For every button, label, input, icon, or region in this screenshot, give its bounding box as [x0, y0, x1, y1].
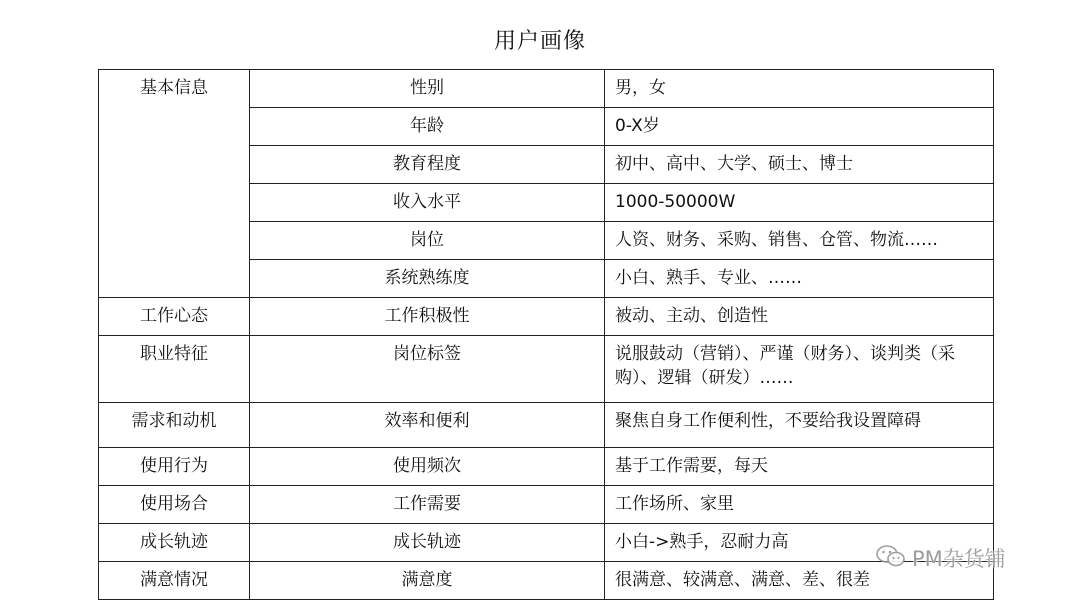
attribute-cell: 成长轨迹	[250, 524, 605, 562]
value-cell: 基于工作需要，每天	[605, 448, 994, 486]
value-cell: 0-X岁	[605, 108, 994, 146]
category-cell: 工作心态	[99, 298, 250, 336]
value-cell: 人资、财务、采购、销售、仓管、物流……	[605, 222, 994, 260]
attribute-cell: 使用频次	[250, 448, 605, 486]
category-cell: 职业特征	[99, 336, 250, 403]
page-title: 用户画像	[493, 29, 586, 54]
table-row	[99, 562, 994, 600]
value-cell: 1000-50000W	[605, 184, 994, 222]
table-row	[99, 486, 994, 524]
table-row	[99, 298, 994, 336]
attribute-cell: 性别	[250, 70, 605, 108]
category-cell: 成长轨迹	[99, 524, 250, 562]
value-cell: 很满意、较满意、满意、差、很差	[605, 562, 994, 600]
table-row	[99, 336, 994, 403]
attribute-cell: 工作积极性	[250, 298, 605, 336]
attribute-cell: 教育程度	[250, 146, 605, 184]
attribute-cell: 工作需要	[250, 486, 605, 524]
table-row	[99, 403, 994, 448]
attribute-cell: 收入水平	[250, 184, 605, 222]
category-cell: 使用行为	[99, 448, 250, 486]
value-cell: 初中、高中、大学、硕士、博士	[605, 146, 994, 184]
value-cell: 男，女	[605, 70, 994, 108]
attribute-cell: 岗位标签	[250, 336, 605, 403]
persona-table	[98, 69, 994, 600]
attribute-cell: 效率和便利	[250, 403, 605, 448]
category-cell: 需求和动机	[99, 403, 250, 448]
value-cell: 被动、主动、创造性	[605, 298, 994, 336]
category-cell: 使用场合	[99, 486, 250, 524]
watermark	[876, 541, 1006, 575]
value-cell: 说服鼓动（营销）、严谨（财务）、谈判类（采购）、逻辑（研发）……	[605, 336, 994, 403]
attribute-cell: 年龄	[250, 108, 605, 146]
table-row	[99, 524, 994, 562]
value-cell: 工作场所、家里	[605, 486, 994, 524]
table-row	[99, 448, 994, 486]
value-cell: 小白->熟手，忍耐力高	[605, 524, 994, 562]
category-cell: 满意情况	[99, 562, 250, 600]
attribute-cell: 满意度	[250, 562, 605, 600]
attribute-cell: 系统熟练度	[250, 260, 605, 298]
table-row	[99, 70, 994, 108]
value-cell: 小白、熟手、专业、……	[605, 260, 994, 298]
value-cell: 聚焦自身工作便利性，不要给我设置障碍	[605, 403, 994, 448]
category-cell: 基本信息	[99, 70, 250, 298]
wechat-icon	[876, 544, 912, 573]
attribute-cell: 岗位	[250, 222, 605, 260]
watermark-text: PM杂货铺	[912, 547, 1006, 571]
